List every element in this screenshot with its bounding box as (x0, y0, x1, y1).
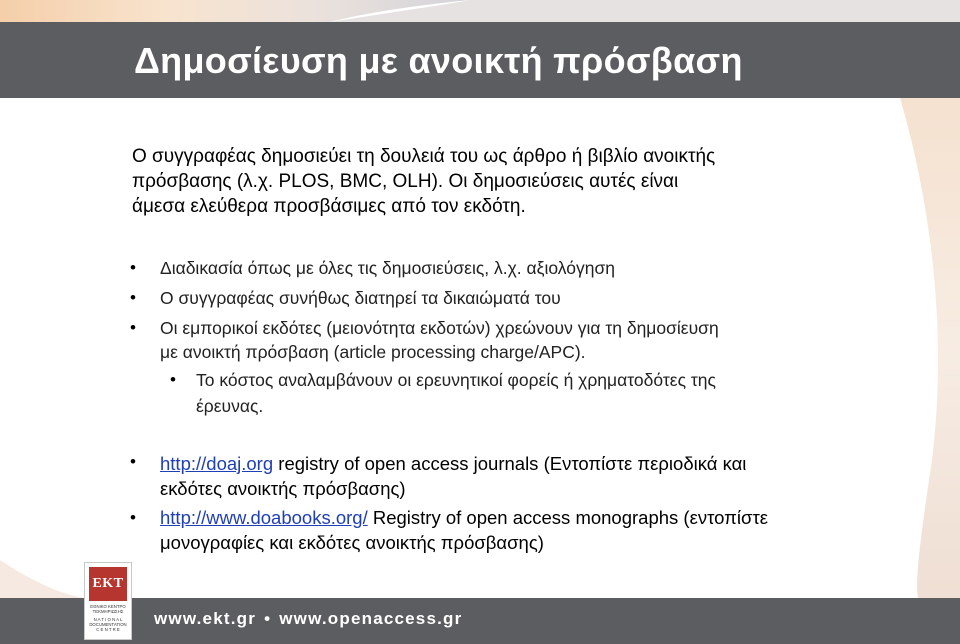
bullet-text: Ο συγγραφέας συνήθως διατηρεί τα δικαιώματά του (160, 288, 561, 308)
bullet-dot-icon: • (130, 258, 136, 277)
bullet-text-line-1: Οι εμπορικοί εκδότες (μειονότητα εκδοτών) χρεώνουν για τη δημοσίευση (160, 318, 719, 338)
bullet-text-line-2: με ανοικτή πρόσβαση (article processing charge/APC). (160, 342, 586, 362)
intro-line-1: Ο συγγραφέας δημοσιεύει τη δουλειά του ως άρθρο ή βιβλίο ανοικτής (132, 146, 716, 167)
footer-links (154, 609, 462, 629)
sub-bullet-dot-icon: • (170, 370, 176, 389)
footer-link-openaccess[interactable]: www.openaccess.gr (279, 609, 463, 628)
doabooks-description: Registry of open access monographs (εντοπίστε (367, 507, 769, 528)
bullet-dot-icon: • (130, 508, 136, 527)
footer-bar (0, 598, 960, 644)
doabooks-link[interactable]: http://www.doabooks.org/ (160, 507, 368, 528)
doaj-description: registry of open access journals (Εντοπίστε περιοδικά και (273, 453, 747, 474)
ekt-logo-mark: EKT (89, 567, 127, 601)
sub-bullet-text-line-1: Το κόστος αναλαμβάνουν οι ερευνητικοί φορείς ή χρηματοδότες της (196, 370, 716, 390)
bullet-text-line-1 (160, 452, 746, 476)
bullet-dot-icon: • (130, 452, 136, 471)
slide-title: Δημοσίευση με ανοικτή πρόσβαση (134, 40, 743, 81)
logo-text-line: N A T I O N A L (93, 617, 123, 622)
logo-text-line: DOCUMENTATION (89, 622, 127, 627)
bullet-text-line-1 (160, 506, 768, 530)
bullet-text-line-2: εκδότες ανοικτής πρόσβασης) (160, 478, 406, 499)
bullet-text: Διαδικασία όπως με όλες τις δημοσιεύσεις, λ.χ. αξιολόγηση (160, 258, 615, 278)
logo-text-line: ΕΘΝΙΚΟ ΚΕΝΤΡΟ (90, 604, 126, 609)
bullet-dot-icon: • (130, 288, 136, 307)
footer-separator: • (264, 609, 272, 628)
sub-bullet-text-line-2: έρευνας. (196, 396, 264, 416)
intro-line-2: πρόσβασης (λ.χ. PLOS, BMC, OLH). Οι δημοσιεύσεις αυτές είναι (132, 171, 679, 192)
intro-line-3: άμεσα ελεύθερα προσβάσιμες από τον εκδότη. (132, 196, 526, 217)
intro-paragraph (132, 144, 847, 219)
doaj-link[interactable]: http://doaj.org (160, 453, 274, 474)
bullet-text-line-2: μονογραφίες και εκδότες ανοικτής πρόσβασης) (160, 532, 544, 553)
ekt-logo (84, 562, 132, 640)
logo-text-line: C E N T R E (96, 627, 120, 632)
footer-link-ekt[interactable]: www.ekt.gr (154, 609, 257, 628)
logo-text-line: ΤΕΚΜΗΡΙΩΣΗΣ (92, 609, 124, 614)
bullet-dot-icon: • (130, 318, 136, 337)
